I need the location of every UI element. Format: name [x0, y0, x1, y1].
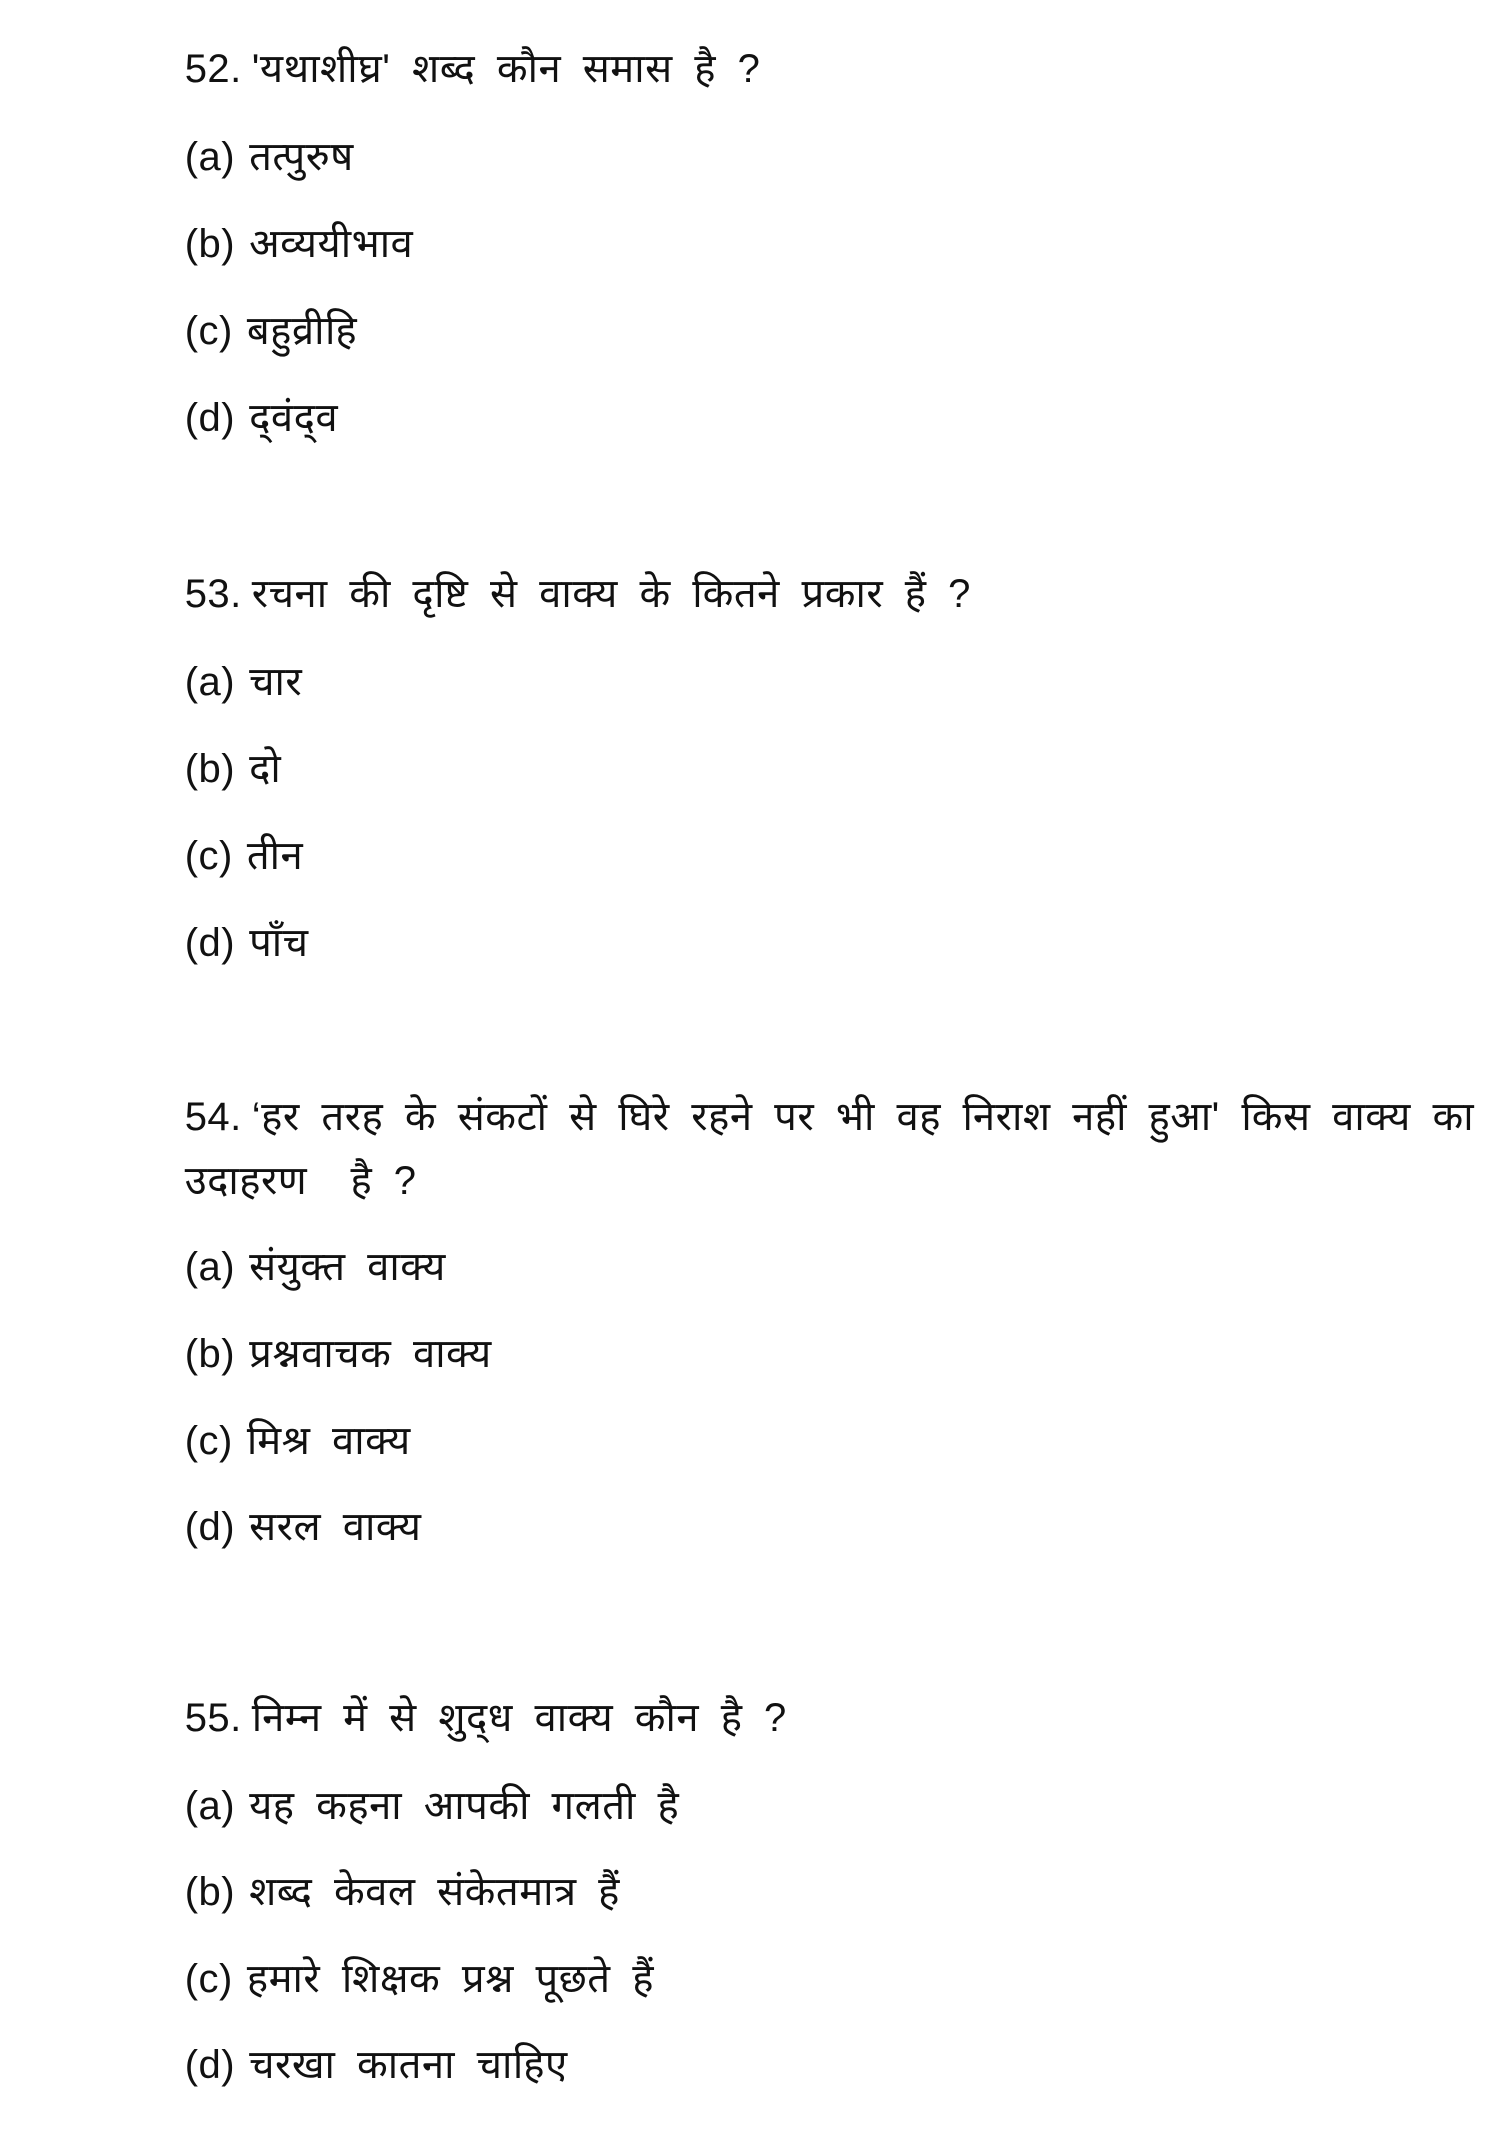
option-text: हमारे शिक्षक प्रश्न पूछते हैं	[246, 1957, 654, 2001]
option-label: (b)	[184, 1870, 236, 1914]
option-label: (d)	[184, 2043, 236, 2087]
question-number: 52.	[184, 47, 242, 91]
option-label: (b)	[184, 1332, 236, 1376]
option-text: प्रश्नवाचक वाक्य	[249, 1332, 492, 1376]
option-label: (a)	[184, 1245, 236, 1289]
option-text: पाँच	[249, 921, 309, 965]
question-number: 53.	[184, 572, 242, 616]
question-number: 55.	[184, 1696, 242, 1740]
question-text: निम्न में से शुद्‌ध वाक्य कौन है ?	[251, 1696, 787, 1740]
option-text: मिश्र वाक्य	[246, 1419, 411, 1463]
option-text: द्‌वंद्‌व	[249, 396, 339, 440]
option-text: तीन	[246, 834, 304, 878]
option-label: (a)	[184, 135, 236, 179]
option-label: (c)	[184, 834, 233, 878]
option-d[interactable]	[55, 346, 338, 490]
option-text: सरल वाक्य	[249, 1505, 422, 1549]
question-text: ‘हर तरह के संकटों से घिरे रहने पर भी वह निराश नहीं हुआ' किस वाक्य का	[251, 1095, 1475, 1139]
option-d[interactable]	[55, 871, 309, 1015]
option-text: दो	[249, 747, 282, 791]
option-text: बहुव्रीहि	[246, 309, 358, 353]
question-text: रचना की दृष्टि से वाक्य के कितने प्रकार हैं ?	[251, 572, 971, 616]
option-label: (a)	[184, 1784, 236, 1828]
question-text: उदाहरण है ?	[184, 1159, 417, 1203]
option-d[interactable]	[55, 1455, 421, 1599]
option-text: शब्द केवल संकेतमात्र हैं	[249, 1870, 620, 1914]
option-text: यह कहना आपकी गलती है	[249, 1784, 680, 1828]
question-text: 'यथाशीघ्र' शब्द कौन समास है ?	[251, 47, 761, 91]
option-text: संयुक्त वाक्य	[249, 1245, 446, 1289]
option-label: (b)	[184, 747, 236, 791]
option-label: (a)	[184, 660, 236, 704]
option-text: तत्पुरुष	[249, 135, 354, 179]
option-text: अव्ययीभाव	[249, 222, 414, 266]
option-label: (d)	[184, 921, 236, 965]
option-label: (c)	[184, 1957, 233, 2001]
option-label: (c)	[184, 309, 233, 353]
option-d[interactable]	[55, 1993, 568, 2137]
option-text: चार	[249, 660, 303, 704]
option-text: चरखा कातना चाहिए	[249, 2043, 568, 2087]
option-label: (d)	[184, 1505, 236, 1549]
option-label: (b)	[184, 222, 236, 266]
option-label: (d)	[184, 396, 236, 440]
question-number: 54.	[184, 1095, 242, 1139]
option-label: (c)	[184, 1419, 233, 1463]
